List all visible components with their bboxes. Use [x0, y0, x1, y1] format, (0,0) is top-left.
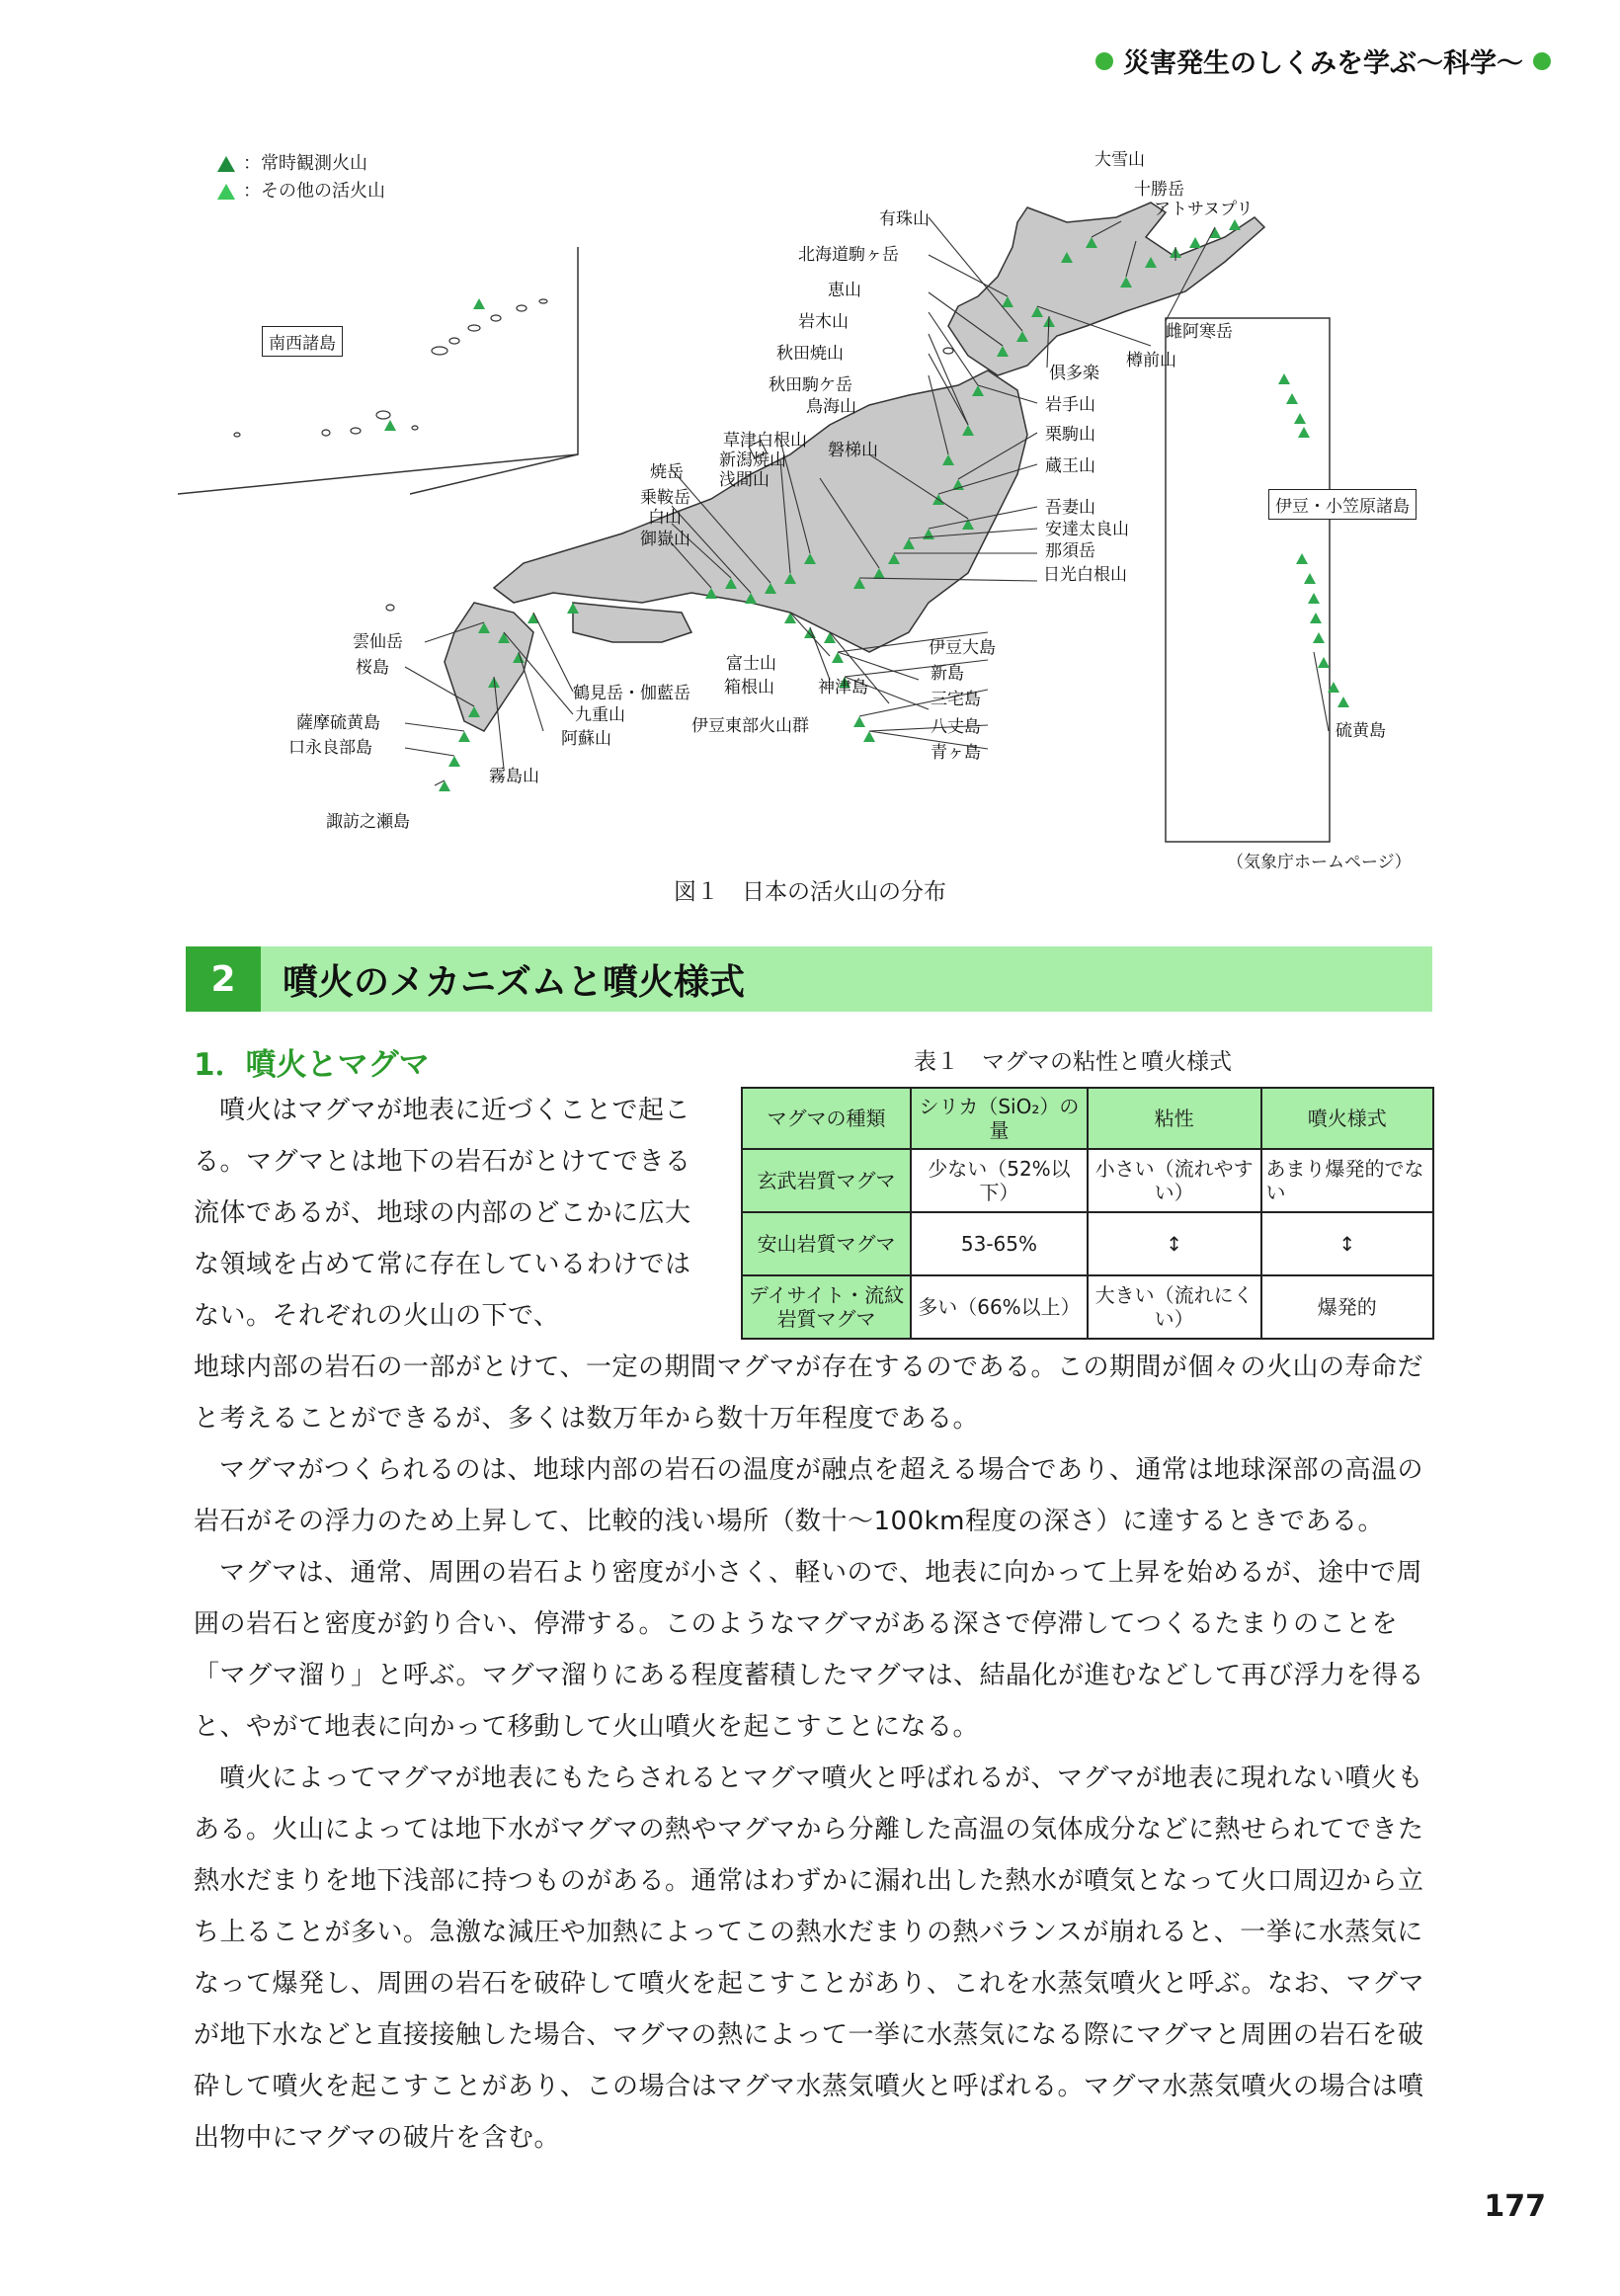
paragraph-1-rest: 地球内部の岩石の一部がとけて、一定の期間マグマが存在するのである。この期間が個々の火山の寿命だと考えることができるが、多くは数万年から数十万年程度である。 [194, 1353, 1423, 1434]
volcano-label: 箱根山 [724, 678, 774, 697]
section-header [186, 946, 1432, 1012]
volcano-label: 諏訪之瀬島 [326, 812, 410, 832]
table-cell: 少ない（52%以下） [911, 1149, 1088, 1212]
volcano-label: 大雪山 [1094, 150, 1145, 170]
izu-ogasawara-inset-label: 伊豆・小笠原諸島 [1268, 489, 1417, 520]
volcano-map-figure [178, 138, 1442, 919]
table-header-cell: 粘性 [1088, 1088, 1261, 1149]
volcano-label: 焼岳 [650, 462, 684, 482]
volcano-label: 吾妻山 [1045, 498, 1095, 518]
volcano-label: 浅間山 [719, 470, 770, 490]
volcano-label: 阿蘇山 [561, 729, 611, 749]
nansei-inset-label: 南西諸島 [262, 326, 343, 357]
volcano-label: 御嶽山 [640, 530, 690, 549]
table-cell: 爆発的 [1261, 1275, 1433, 1339]
kyushu-shape [445, 603, 533, 731]
volcano-label: 青ヶ島 [931, 743, 981, 763]
table-row [742, 1212, 1433, 1275]
section-number: 2 [186, 946, 261, 1012]
volcano-label: 鳥海山 [806, 397, 856, 417]
volcano-label: 秋田焼山 [776, 344, 844, 364]
volcano-label: 倶多楽 [1049, 364, 1099, 383]
table-row [742, 1275, 1433, 1339]
volcano-label: 那須岳 [1045, 541, 1095, 561]
paragraph-2: マグマがつくられるのは、地球内部の岩石の温度が融点を超える場合であり、通常は地球深部の高温の岩石がその浮力のため上昇して、比較的浅い場所（数十〜100km程度の深さ）に達するときである。 [194, 1455, 1424, 1536]
volcano-label: 薩摩硫黄島 [296, 713, 380, 733]
volcano-label: 鶴見岳・伽藍岳 [573, 684, 690, 703]
volcano-label: 草津白根山 [723, 431, 807, 451]
table-row [742, 1149, 1433, 1212]
figure-caption: 図１ 日本の活火山の分布 [674, 879, 946, 905]
table-cell: 多い（66%以上） [911, 1275, 1088, 1339]
volcano-label: 雲仙岳 [353, 632, 403, 652]
volcano-label: 秋田駒ケ岳 [769, 375, 852, 395]
volcano-label: 神津島 [818, 678, 868, 697]
volcano-label: 口永良部島 [288, 738, 372, 758]
paragraph-1-narrow: 噴火はマグマが地表に近づくことで起こる。マグマとは地下の岩石がとけてできる流体であるが、地球の内部のどこかに広大な領域を占めて常に存在しているわけではない。それぞれの火山の下で、 [194, 1096, 691, 1331]
volcano-label: 桜島 [356, 658, 389, 678]
shikoku-shape [573, 603, 691, 642]
volcano-label: 有珠山 [879, 209, 930, 229]
volcano-label: 八丈島 [931, 717, 981, 737]
legend-item-constant [217, 150, 385, 178]
paragraph-4: 噴火によってマグマが地表にもたらされるとマグマ噴火と呼ばれるが、マグマが地表に現れない噴火もある。火山によっては地下水がマグマの熱やマグマから分離した高温の気体成分などに熱せられてできた熱水だまりを地下浅部に持つものがある。通常はわずかに漏れ出した熱水が噴気となって火口周辺から立ち上ることが多い。急激な減圧や加熱によってこの熱水だまりの熱バランスが崩れると、一挙に水蒸気になって爆発し、周囲の岩石を破砕して噴火を起こすことがあり、これを水蒸気噴火と呼ぶ。なお、マグマが地下水などと直接接触した場合、マグマの熱によって一挙に水蒸気になる際にマグマと周囲の岩石を破砕して噴火を起こすことがあり、この場合はマグマ水蒸気噴火と呼ばれる。マグマ水蒸気噴火の場合は噴出物中にマグマの破片を含む。 [194, 1763, 1425, 2153]
table-cell: ↕ [1088, 1212, 1261, 1275]
page-number: 177 [1484, 2189, 1546, 2224]
running-header [1095, 41, 1551, 80]
volcano-label: 安達太良山 [1045, 520, 1129, 539]
volcano-label: 九重山 [575, 705, 625, 725]
table-header-cell: シリカ（SiO₂）の量 [911, 1088, 1088, 1149]
volcano-label: 磐梯山 [828, 441, 878, 460]
volcano-label: 栗駒山 [1045, 425, 1095, 445]
volcano-label: 霧島山 [489, 767, 539, 786]
table-row-header: 玄武岩質マグマ [742, 1149, 911, 1212]
legend-label: ：常時観測火山 [243, 153, 367, 174]
paragraph-3: マグマは、通常、周囲の岩石より密度が小さく、軽いので、地表に向かって上昇を始めるが、途中で周囲の岩石と密度が釣り合い、停滞する。このようなマグマがある深さで停滞してつくるたまりのことを「マグマ溜り」と呼ぶ。マグマ溜りにある程度蓄積したマグマは、結晶化が進むなどして再び浮力を得ると、やがて地表に向かって移動して火山噴火を起こすことになる。 [194, 1558, 1425, 1742]
table-header-cell: 噴火様式 [1261, 1088, 1433, 1149]
volcano-label: 北海道駒ヶ岳 [798, 245, 899, 265]
table-header-row [742, 1088, 1433, 1149]
table-cell: あまり爆発的でない [1261, 1149, 1433, 1212]
volcano-label: 雌阿寒岳 [1166, 322, 1233, 342]
legend-item-other [217, 178, 385, 205]
legend-label: ：その他の活火山 [243, 181, 385, 202]
volcano-label: 岩手山 [1045, 395, 1095, 415]
figure-source: （気象庁ホームページ） [1227, 853, 1412, 872]
volcano-label: アトサヌプリ [1154, 200, 1254, 219]
subsection-title: 1．噴火とマグマ [194, 1047, 430, 1083]
table-cell: ↕ [1261, 1212, 1433, 1275]
volcano-label: 硫黄島 [1336, 721, 1386, 741]
magma-table [741, 1087, 1434, 1340]
volcano-label: 日光白根山 [1043, 565, 1127, 585]
map-legend [217, 150, 385, 205]
table-caption: 表１ マグマの粘性と噴火様式 [914, 1049, 1232, 1075]
volcano-label: 恵山 [828, 281, 861, 300]
volcano-label: 樽前山 [1126, 351, 1176, 370]
volcano-label: 伊豆東部火山群 [691, 716, 809, 736]
green-dot-icon [1533, 52, 1551, 70]
volcano-label: 岩木山 [798, 312, 849, 332]
table-cell: 大きい（流れにくい） [1088, 1275, 1261, 1339]
green-dot-icon [1095, 52, 1113, 70]
volcano-label: 乗鞍岳 [640, 488, 690, 508]
volcano-label: 十勝岳 [1134, 180, 1184, 200]
volcano-label: 蔵王山 [1045, 456, 1095, 476]
triangle-icon [217, 156, 235, 172]
table-cell: 小さい（流れやすい） [1088, 1149, 1261, 1212]
volcano-label: 新島 [931, 664, 964, 684]
table-row-header: 安山岩質マグマ [742, 1212, 911, 1275]
volcano-label: 伊豆大島 [929, 638, 996, 658]
table-cell: 53-65% [911, 1212, 1088, 1275]
table-header-cell: マグマの種類 [742, 1088, 911, 1149]
volcano-label: 富士山 [726, 654, 776, 674]
volcano-label: 白山 [648, 508, 682, 528]
table-row-header: デイサイト・流紋岩質マグマ [742, 1275, 911, 1339]
triangle-icon [217, 184, 235, 200]
volcano-label: 三宅島 [931, 690, 981, 709]
hokkaido-shape [948, 203, 1264, 375]
section-title: 噴火のメカニズムと噴火様式 [283, 961, 746, 1003]
running-header-text: 災害発生のしくみを学ぶ〜科学〜 [1123, 48, 1523, 79]
volcano-label: 新潟焼山 [719, 451, 786, 470]
